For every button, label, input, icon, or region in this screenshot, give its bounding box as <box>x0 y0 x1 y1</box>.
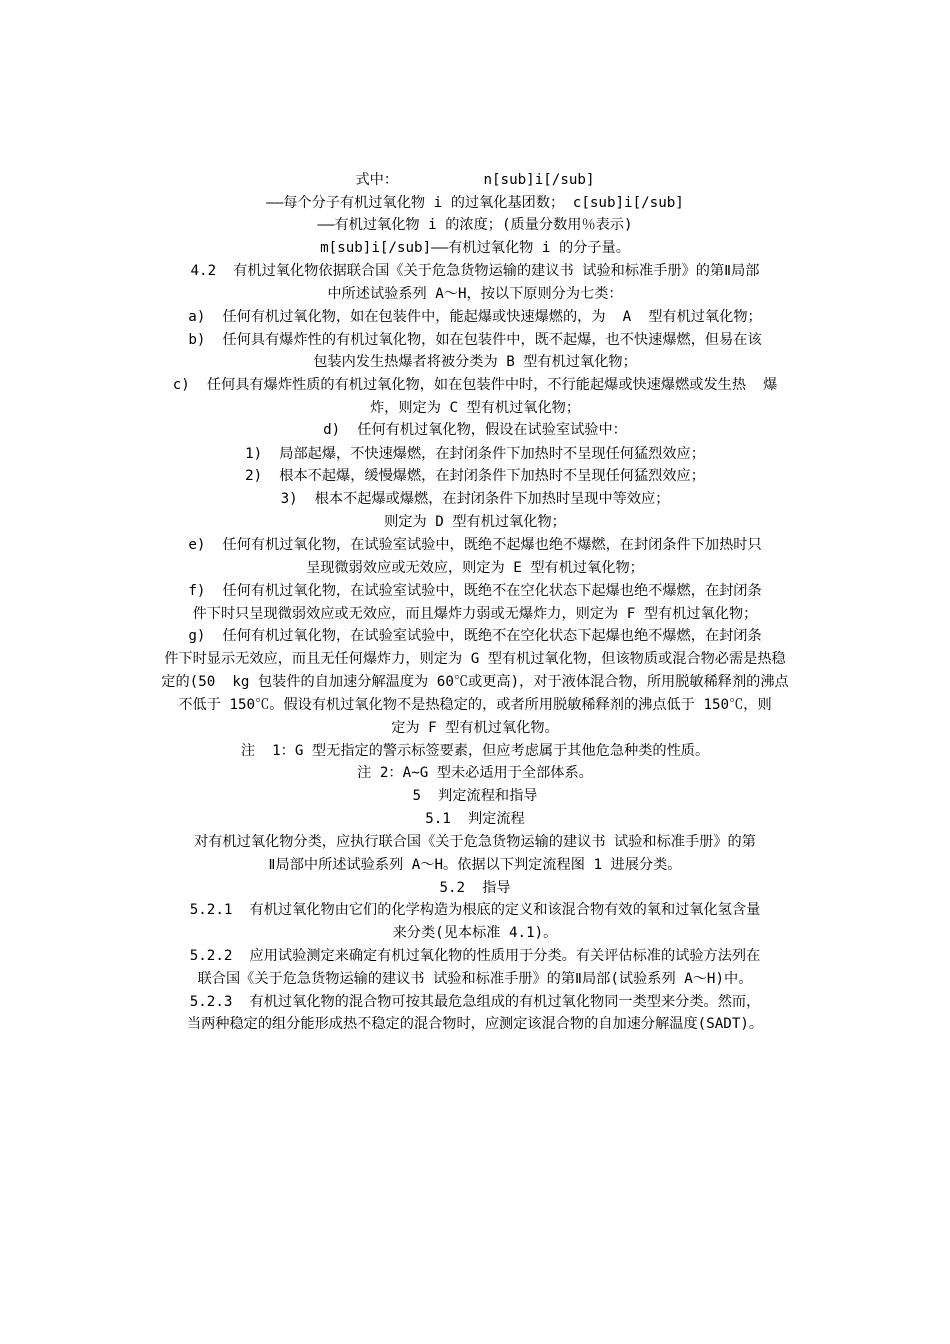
item-d-1: 1) 局部起爆，不快速爆燃，在封闭条件下加热时不呈现任何猛烈效应； <box>245 446 705 462</box>
section-5-2-3-line-2: 当两种稳定的组分能形成热不稳定的混合物时，应测定该混合物的自加速分解温度(SADT)。 <box>186 1016 764 1032</box>
formula-where-line: 式中： n[sub]i[/sub] <box>355 172 595 188</box>
note-2: 注 2：A~G 型未必适用于全部体系。 <box>357 765 593 781</box>
item-e-line-2: 呈现微弱效应或无效应，则定为 E 型有机过氧化物； <box>306 560 644 576</box>
section-5-2-1-line-1: 5.2.1 有机过氧化物由它们的化学构造为根底的定义和该混合物有效的氧和过氧化氢含量 <box>189 902 761 918</box>
item-c-line-2: 炸，则定为 C 型有机过氧化物； <box>369 400 581 416</box>
item-c-line-1: c) 任何具有爆炸性质的有机过氧化物，如在包装件中时，不行能起爆或快速爆燃或发生热 爆 <box>172 377 778 393</box>
item-d: d) 任何有机过氧化物，假设在试验室试验中： <box>323 422 627 438</box>
item-b-line-1: b) 任何具有爆炸性的有机过氧化物，如在包装件中，既不起爆，也不快速爆燃，但易在该 <box>188 332 762 348</box>
section-5-2-2-line-2: 联合国《关于危急货物运输的建议书 试验和标准手册》的第Ⅱ局部(试验系列 A～H)中。 <box>197 971 753 987</box>
section-5-1-line-2: Ⅱ局部中所述试验系列 A～H。依据以下判定流程图 1 进展分类。 <box>268 857 682 873</box>
section-4-2-line-2: 中所述试验系列 A～H，按以下原则分为七类： <box>327 286 623 302</box>
item-g-line-4: 不低于 150℃。假设有机过氧化物不是热稳定的，或者所用脱敏稀释剂的沸点低于 150℃，则 <box>178 697 772 713</box>
item-b-line-2: 包装内发生热爆者将被分类为 B 型有机过氧化物； <box>313 354 637 370</box>
item-f-line-1: f) 任何有机过氧化物，在试验室试验中，既绝不在空化状态下起爆也绝不爆燃，在封闭条 <box>188 583 762 599</box>
section-5-2-2-line-1: 5.2.2 应用试验测定来确定有机过氧化物的性质用于分类。有关评估标准的试验方法列在 <box>189 948 761 964</box>
item-f-line-2: 件下时只呈现微弱效应或无效应，而且爆炸力弱或无爆炸力，则定为 F 型有机过氧化物； <box>192 606 758 622</box>
section-5-1-line-1: 对有机过氧化物分类，应执行联合国《关于危急货物运输的建议书 试验和标准手册》的第 <box>194 834 756 850</box>
item-d-2: 2) 根本不起爆，缓慢爆燃，在封闭条件下加热时不呈现任何猛烈效应； <box>245 468 705 484</box>
formula-definition-ni: ——每个分子有机过氧化物 i 的过氧化基团数； c[sub]i[/sub] <box>266 195 684 211</box>
item-g-line-5: 定为 F 型有机过氧化物。 <box>391 720 559 736</box>
formula-definition-mi: m[sub]i[/sub]——有机过氧化物 i 的分子量。 <box>320 240 630 256</box>
section-5-1-heading: 5.1 判定流程 <box>425 811 525 827</box>
item-g-line-2: 件下时显示无效应，而且无任何爆炸力，则定为 G 型有机过氧化物，但该物质或混合物必需是热稳 <box>164 651 786 667</box>
section-4-2-line-1: 4.2 有机过氧化物依据联合国《关于危急货物运输的建议书 试验和标准手册》的第Ⅱ局部 <box>190 263 760 279</box>
note-1: 注 1：G 型无指定的警示标签要素，但应考虑属于其他危急种类的性质。 <box>240 743 710 759</box>
section-5-2-3-line-1: 5.2.3 有机过氧化物的混合物可按其最危急组成的有机过氧化物同一类型来分类。然而， <box>189 994 761 1010</box>
item-g-line-3: 定的(50 kg 包装件的自加速分解温度为 60℃或更高)，对于液体混合物，所用脱敏稀释剂的沸点 <box>161 674 789 690</box>
item-e-line-1: e) 任何有机过氧化物，在试验室试验中，既绝不起爆也绝不爆燃，在封闭条件下加热时只 <box>188 537 762 553</box>
section-5-2-heading: 5.2 指导 <box>439 880 511 896</box>
section-5-2-1-line-2: 来分类(见本标准 4.1)。 <box>392 925 558 941</box>
item-g-line-1: g) 任何有机过氧化物，在试验室试验中，既绝不在空化状态下起爆也绝不爆燃，在封闭条 <box>188 628 762 644</box>
formula-definition-ci: ——有机过氧化物 i 的浓度；(质量分数用％表示) <box>317 217 633 233</box>
item-d-conclusion: 则定为 D 型有机过氧化物； <box>384 514 566 530</box>
item-a: a) 任何有机过氧化物，如在包装件中，能起爆或快速爆燃的，为 A 型有机过氧化物； <box>188 309 762 325</box>
section-5-heading: 5 判定流程和指导 <box>412 788 538 804</box>
item-d-3: 3) 根本不起爆或爆燃，在封闭条件下加热时呈现中等效应； <box>280 491 670 507</box>
